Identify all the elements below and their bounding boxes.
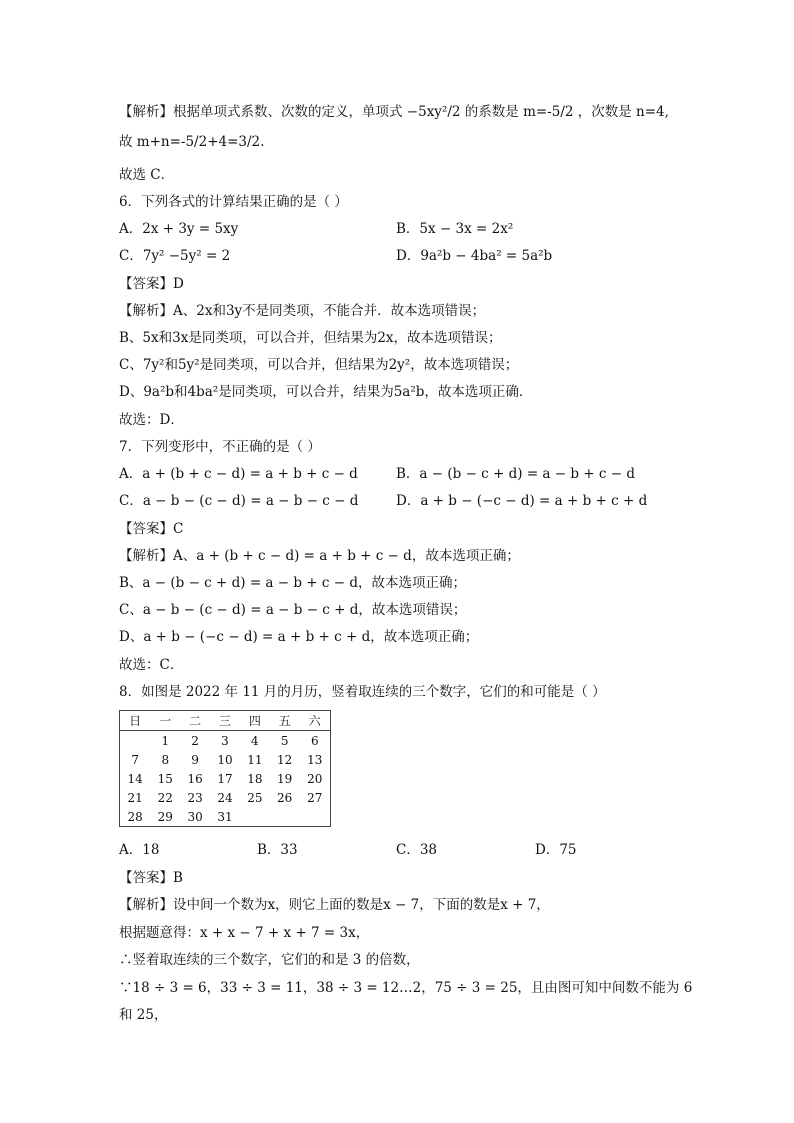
q6-explanation-5: 故选：D． [119,412,184,428]
calendar-cell: 28 [127,809,143,824]
calendar-cell: 12 [277,752,293,767]
q6-option-a: A．2x + 3y = 5xy [119,221,239,237]
calendar-cell: 11 [247,752,263,767]
calendar-cell: 4 [251,733,259,748]
calendar-cell: 30 [187,809,203,824]
calendar-cell: 23 [187,790,203,805]
explanation-line-2: 故 m+n=-5/2+4=3/2. [119,134,265,150]
q8-option-a: A．18 [119,842,160,858]
q6-option-c: C．7y² −5y² = 2 [119,248,231,264]
calendar-header-cell: 日 [129,714,142,728]
calendar-cell: 10 [217,752,233,767]
q7-option-b: B．a − (b − c + d) = a − b + c − d [396,466,635,482]
question-6: 6．下列各式的计算结果正确的是（ ） [119,194,348,210]
q7-explanation-1: 【解析】A、a + (b + c − d) = a + b + c − d，故本选项正确； [119,548,520,564]
calendar-cell: 27 [307,790,323,805]
q7-option-c: C．a − b − (c − d) = a − b − c − d [119,493,359,509]
calendar-row [120,807,331,827]
calendar-cell: 16 [187,771,203,786]
q8-explanation-4: ∵18 ÷ 3 = 6，33 ÷ 3 = 11，38 ÷ 3 = 12…2，75 ÷ 3 = 25，且由图可知中间数不能为 6 [119,980,693,996]
calendar-cell: 14 [127,771,143,786]
question-8: 8．如图是 2022 年 11 月的月历，竖着取连续的三个数字，它们的和可能是（ ） [119,684,606,700]
q8-explanation-1: 【解析】设中间一个数为x，则它上面的数是x − 7，下面的数是x + 7， [119,897,550,913]
calendar-cell: 6 [310,733,319,748]
calendar-header-cell: 五 [278,714,291,728]
calendar-header-cell: 二 [189,714,202,728]
calendar-cell: 13 [307,752,323,767]
answer-choice-line: 故选 C． [119,167,175,183]
q8-explanation-3: ∴竖着取连续的三个数字，它们的和是 3 的倍数， [119,952,420,968]
calendar-cell: 20 [307,771,323,786]
calendar-cell [120,731,151,751]
calendar-cell [240,807,270,827]
calendar-cell: 19 [277,771,293,786]
calendar-cell: 8 [161,752,170,767]
calendar-cell: 17 [217,771,233,786]
calendar-row [120,788,331,807]
calendar-cell: 26 [277,790,293,805]
calendar-table [119,710,331,827]
q6-answer: 【答案】D [119,276,184,292]
q7-answer: 【答案】C [119,521,184,537]
calendar-header-cell: 三 [218,714,231,728]
q6-option-d: D．9a²b − 4ba² = 5a²b [396,248,553,264]
q6-option-b: B．5x − 3x = 2x² [396,221,514,237]
q6-explanation-2: B、5x和3x是同类项，可以合并，但结果为2x，故本选项错误； [119,330,502,346]
calendar-cell: 2 [191,733,199,748]
calendar-cell: 25 [247,790,263,805]
q8-answer: 【答案】B [119,870,183,886]
calendar-cell [270,807,300,827]
q7-explanation-2: B、a − (b − c + d) = a − b + c − d，故本选项正确； [119,575,466,591]
calendar-cell: 1 [161,733,170,748]
calendar-header-row [120,711,331,731]
calendar-header-cell: 一 [159,714,172,728]
calendar-row [120,769,331,788]
calendar-cell: 5 [280,733,289,748]
question-7: 7．下列变形中，不正确的是（ ） [119,439,321,455]
explanation-line-1: 【解析】根据单项式系数、次数的定义，单项式 −5xy²/2 的系数是 m=-5/2 ，次数是 n=4, [119,104,669,120]
calendar-cell: 7 [131,752,139,767]
q7-option-d: D．a + b − (−c − d) = a + b + c + d [396,493,648,509]
calendar-cell: 15 [157,771,173,786]
q8-option-d: D．75 [535,842,577,858]
q8-option-c: C．38 [396,842,438,858]
calendar-cell: 21 [127,790,143,805]
q6-explanation-4: D、9a²b和4ba²是同类项，可以合并，结果为5a²b，故本选项正确． [119,384,533,400]
calendar-cell: 29 [157,809,173,824]
calendar-cell: 18 [247,771,263,786]
q6-explanation-3: C、7y²和5y²是同类项，可以合并，但结果为2y²，故本选项错误； [119,357,519,373]
q8-explanation-2: 根据题意得：x + x − 7 + x + 7 = 3x， [119,925,370,941]
calendar-cell: 31 [217,809,233,824]
calendar-row [120,750,331,769]
q8-explanation-5: 和 25， [119,1007,168,1023]
q7-explanation-5: 故选：C． [119,657,184,673]
q7-option-a: A．a + (b + c − d) = a + b + c − d [119,466,358,482]
q7-explanation-3: C、a − b − (c − d) = a − b − c + d，故本选项错误； [119,602,467,618]
calendar-cell: 24 [217,790,233,805]
calendar-cell: 9 [191,752,199,767]
calendar-row [120,731,331,751]
calendar-cell: 22 [157,790,173,805]
calendar-header-cell: 六 [308,714,321,728]
calendar-cell: 3 [221,733,229,748]
calendar-cell [300,807,331,827]
q7-explanation-4: D、a + b − (−c − d) = a + b + c + d，故本选项正确； [119,629,479,645]
q8-option-b: B．33 [257,842,298,858]
q6-explanation-1: 【解析】A、2x和3y不是同类项，不能合并．故本选项错误； [119,303,486,319]
calendar-header-cell: 四 [248,714,261,728]
